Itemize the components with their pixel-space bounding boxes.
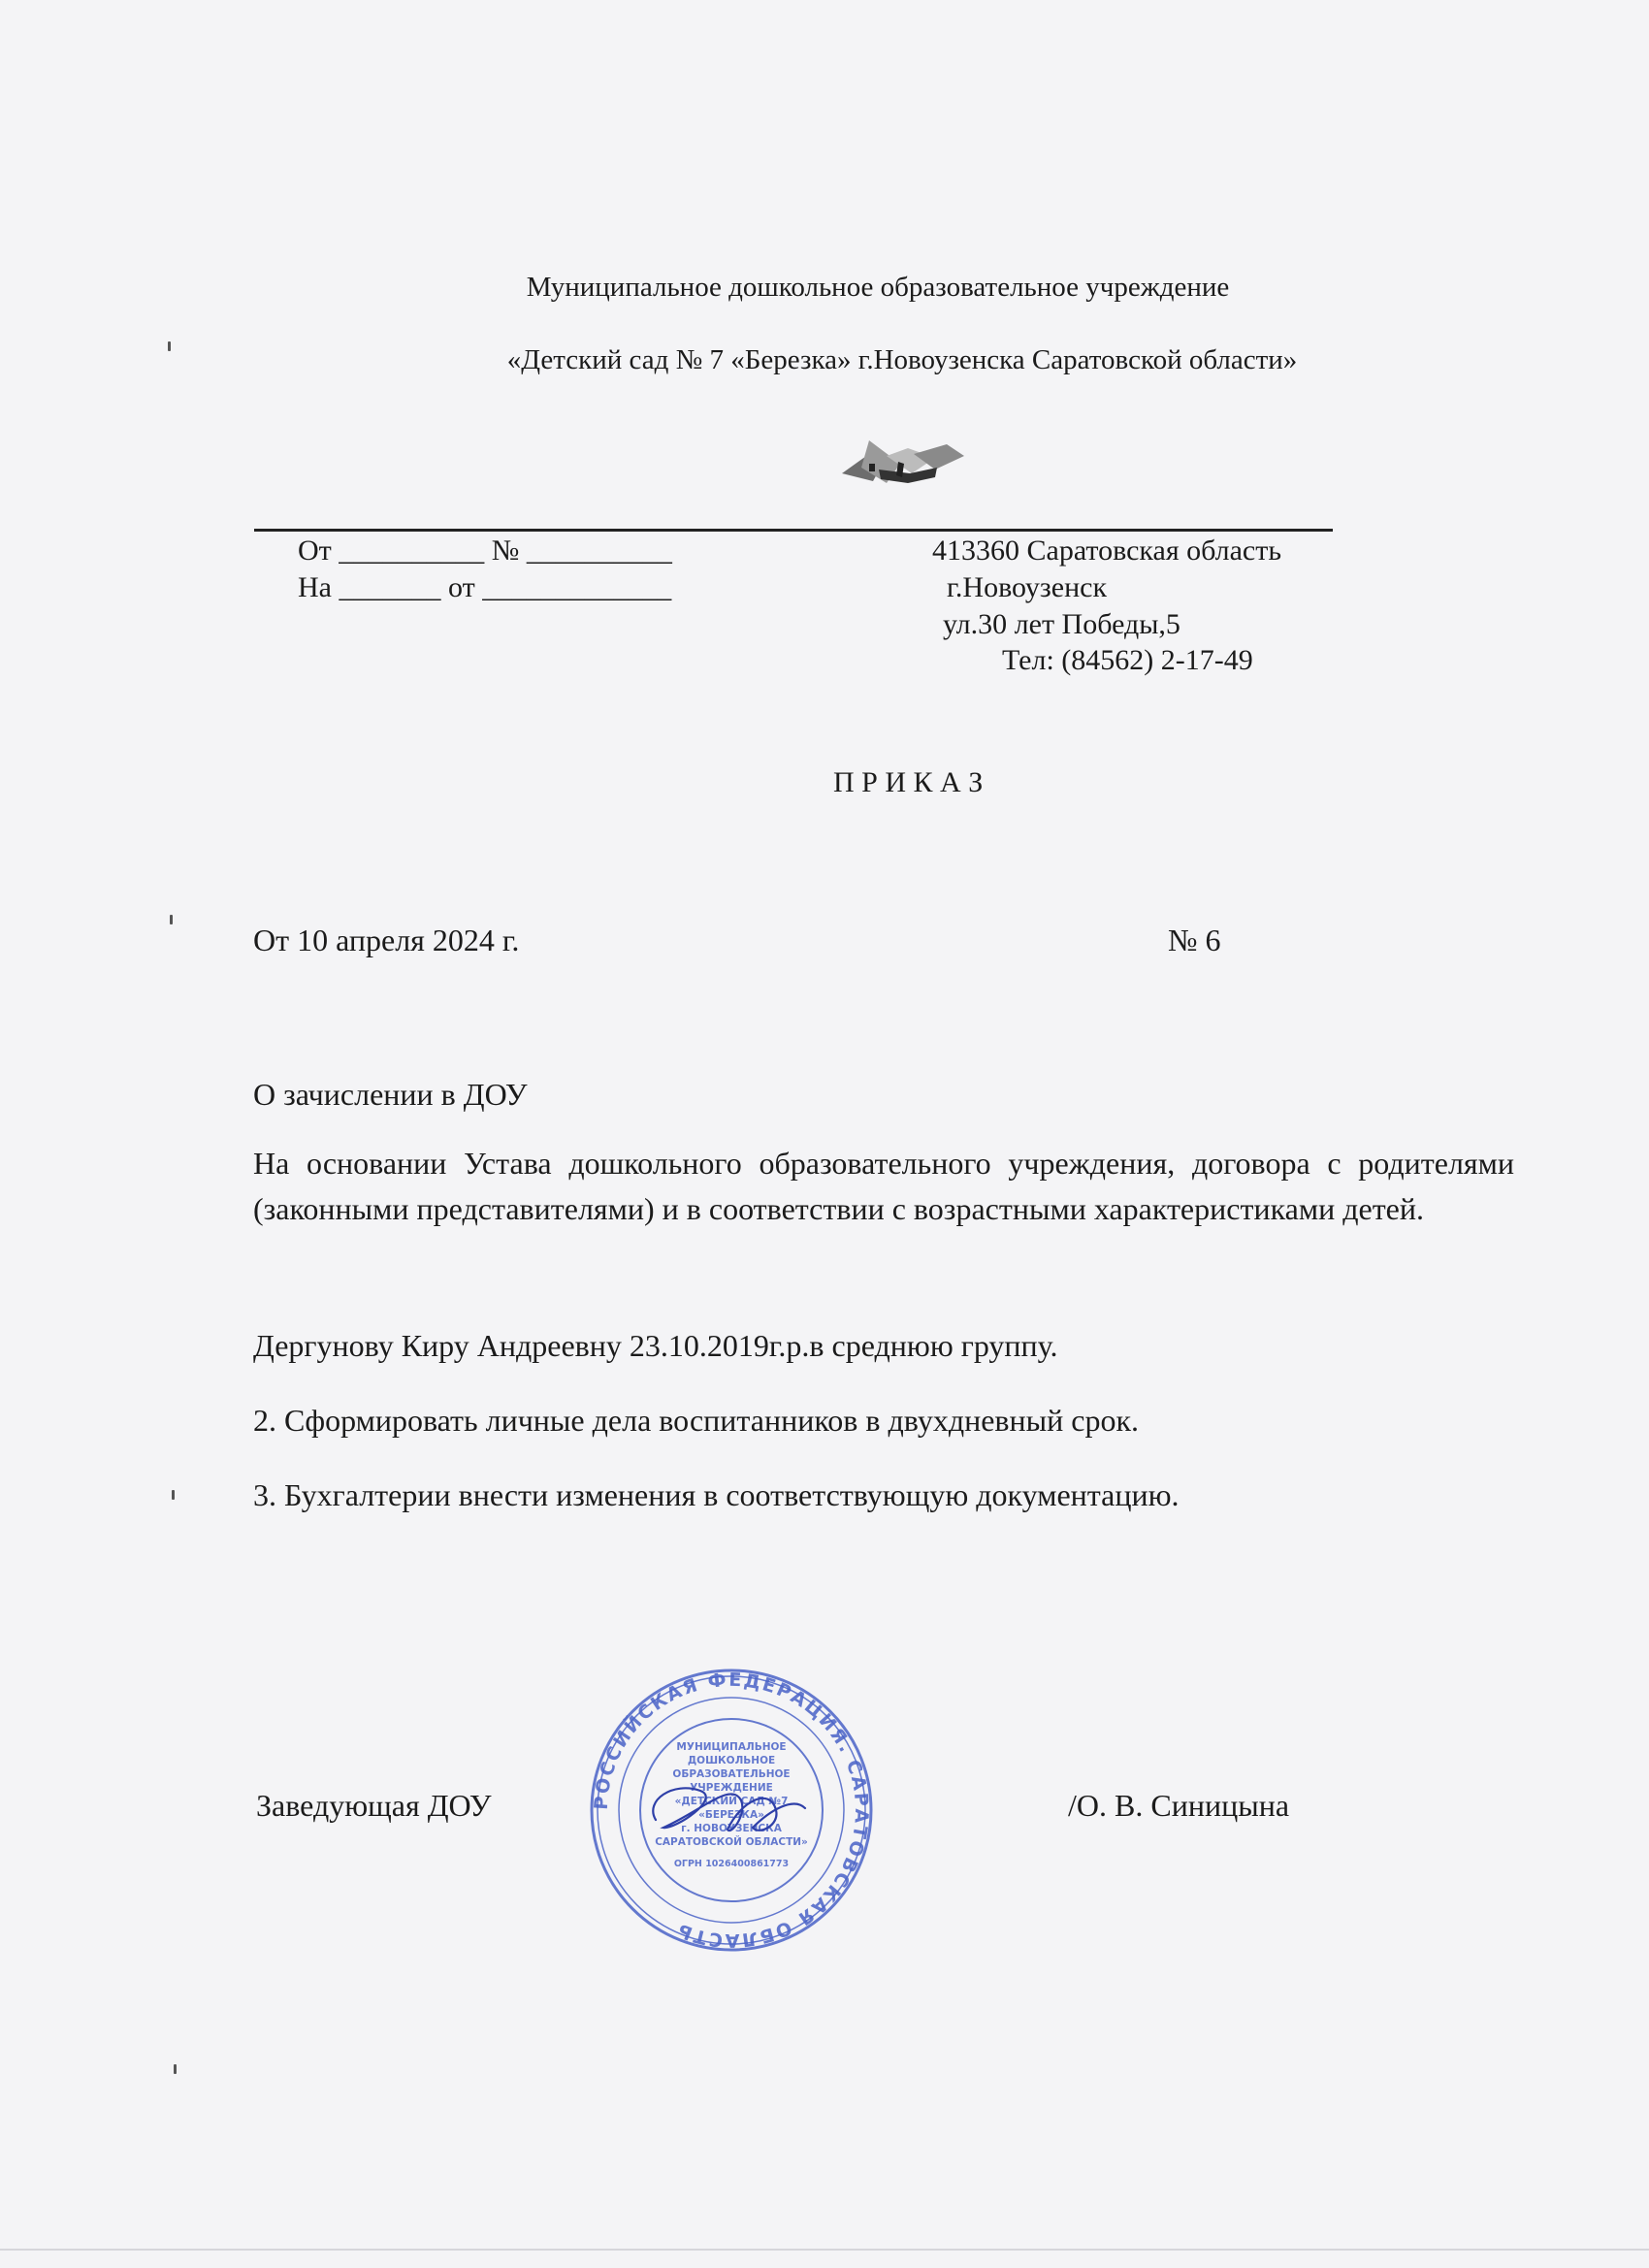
scan-speck [174,2064,177,2074]
order-item-3: 3. Бухгалтерии внести изменения в соответствующую документацию. [253,1477,1180,1512]
svg-text:УЧРЕЖДЕНИЕ: УЧРЕЖДЕНИЕ [690,1782,773,1794]
svg-text:«БЕРЕЗКА»: «БЕРЕЗКА» [698,1809,764,1821]
stamp-outer-ring-text: РОССИЙСКАЯ ФЕДЕРАЦИЯ. САРАТОВСКАЯ ОБЛАСТЬ [590,1669,873,1952]
document-title: П Р И К А З [833,766,984,798]
svg-text:ДОШКОЛЬНОЕ: ДОШКОЛЬНОЕ [687,1755,776,1766]
institution-name-line1: Муниципальное дошкольное образовательное учреждение [526,272,1230,303]
signatory-name: /О. В. Синицына [1068,1788,1290,1823]
header-divider [254,529,1333,532]
signatory-position: Заведующая ДОУ [256,1788,492,1823]
address-line1: 413360 Саратовская область [932,535,1282,567]
svg-text:«ДЕТСКИЙ САД №7: «ДЕТСКИЙ САД №7 [674,1796,789,1807]
scan-speck [168,341,171,351]
svg-text:ОГРН 1026400861773: ОГРН 1026400861773 [673,1859,790,1869]
address-phone: Тел: (84562) 2-17-49 [1002,644,1253,676]
reference-to-line: На _______ от _____________ [298,571,672,603]
svg-text:ОБРАЗОВАТЕЛЬНОЕ: ОБРАЗОВАТЕЛЬНОЕ [672,1768,791,1780]
address-line2: г.Новоузенск [947,571,1108,603]
order-date: От 10 апреля 2024 г. [253,923,520,957]
book-logo-icon [840,435,968,493]
svg-text:г. НОВОУЗЕНСКА: г. НОВОУЗЕНСКА [681,1823,782,1834]
order-subject: О зачислении в ДОУ [253,1077,528,1112]
scan-speck [170,915,173,924]
svg-text:МУНИЦИПАЛЬНОЕ: МУНИЦИПАЛЬНОЕ [676,1741,787,1753]
order-item-1: Дергунову Киру Андреевну 23.10.2019г.р.в среднюю группу. [253,1328,1058,1363]
order-basis-paragraph: На основании Устава дошкольного образовательного учреждения, договора с родителями (законными представителями) и в соответствии с возрастными характеристиками детей. [253,1146,1514,1226]
institution-name-line2: «Детский сад № 7 «Березка» г.Новоузенска Саратовской области» [506,344,1298,375]
order-item-2: 2. Сформировать личные дела воспитанников в двухдневный срок. [253,1403,1140,1438]
address-line3: ул.30 лет Победы,5 [943,608,1180,640]
order-number: № 6 [1168,923,1221,957]
reference-from-line: От __________ № __________ [298,535,672,567]
official-stamp [586,1665,877,1956]
scan-speck [172,1490,175,1500]
svg-text:САРАТОВСКОЙ ОБЛАСТИ»: САРАТОВСКОЙ ОБЛАСТИ» [655,1836,808,1848]
scan-edge [0,2249,1649,2251]
